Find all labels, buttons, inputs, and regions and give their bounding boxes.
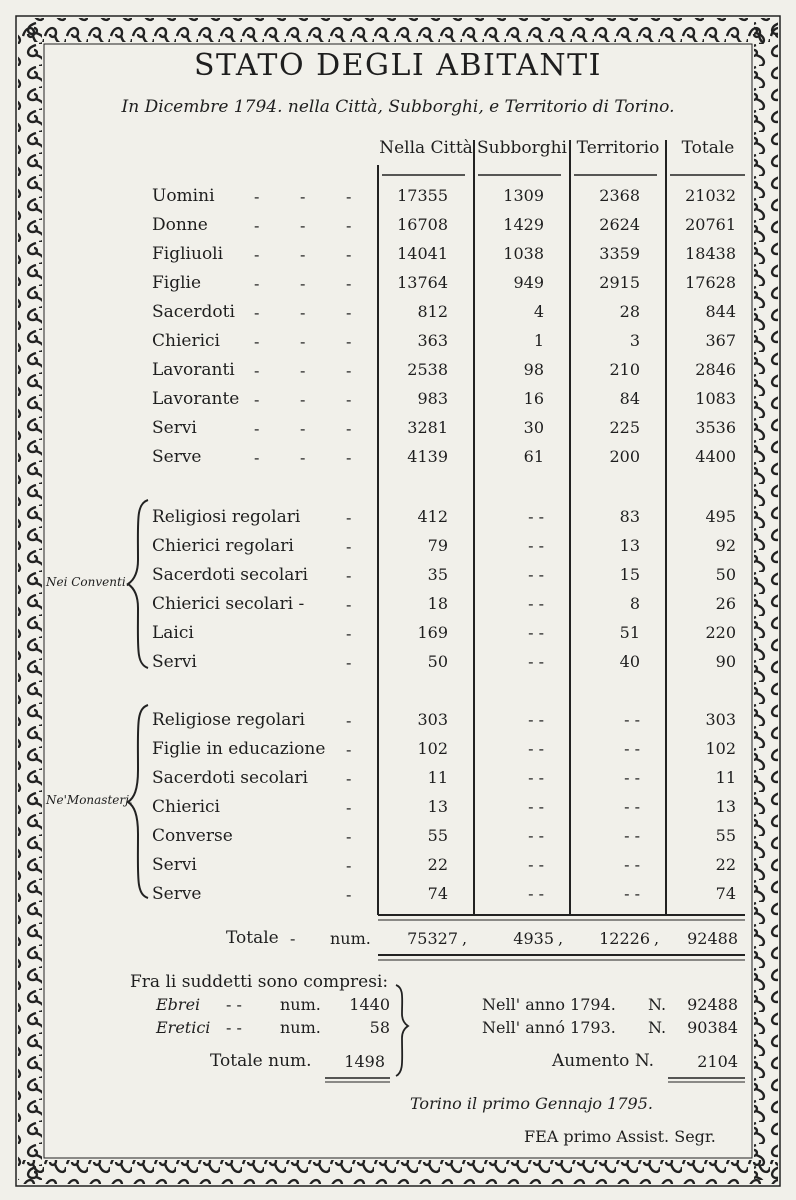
row-value-subborghi: - -	[528, 739, 544, 758]
row-value-totale: 92	[715, 536, 736, 555]
row-label: Sacerdoti secolari	[152, 768, 308, 788]
row-value-territorio: 84	[619, 389, 640, 408]
totals-label: Totale	[226, 928, 279, 948]
anno-value: 90384	[687, 1018, 738, 1037]
row-label: Laici	[152, 623, 194, 643]
compresi-dashes: - -	[226, 995, 242, 1014]
leader-dash: -	[300, 187, 306, 206]
row-label: Figliuoli	[152, 244, 224, 264]
row-value-subborghi: 1309	[503, 186, 544, 205]
anno-n: N.	[648, 1018, 667, 1037]
row-label: Chierici regolari	[152, 536, 294, 556]
row-value-subborghi: 61	[523, 447, 544, 466]
leader-dash: -	[254, 216, 260, 235]
row-value-citta: 4139	[407, 447, 448, 466]
row-label: Sacerdoti secolari	[152, 565, 308, 585]
compresi-label: Ebrei	[156, 995, 201, 1014]
row-value-subborghi: - -	[528, 855, 544, 874]
row-label: Serve	[152, 447, 202, 467]
leader-dash: -	[254, 303, 260, 322]
row-label: Donne	[152, 215, 208, 235]
row-value-subborghi: - -	[528, 884, 544, 903]
leader-dash: -	[346, 885, 352, 904]
row-value-subborghi: - -	[528, 507, 544, 526]
row-value-territorio: 40	[619, 652, 640, 671]
row-value-subborghi: 1429	[503, 215, 544, 234]
row-value-totale: 11	[715, 768, 736, 787]
leader-dash: -	[346, 740, 352, 759]
compresi-dashes: - -	[226, 1018, 242, 1037]
row-value-citta: 303	[417, 710, 448, 729]
aumento-label: Aumento N.	[552, 1051, 655, 1071]
leader-dash: -	[346, 187, 352, 206]
leader-dash: -	[346, 711, 352, 730]
row-value-territorio: - -	[624, 826, 640, 845]
row-label: Religiose regolari	[152, 710, 305, 730]
row-value-citta: 812	[417, 302, 448, 321]
row-label: Converse	[152, 826, 233, 846]
row-label: Servi	[152, 855, 197, 875]
row-value-totale: 26	[715, 594, 736, 613]
row-label: Uomini	[152, 186, 215, 206]
compresi-value: 1440	[349, 995, 390, 1014]
row-label: Figlie in educazione	[152, 739, 326, 759]
row-value-citta: 79	[427, 536, 448, 555]
row-value-territorio: 8	[629, 594, 640, 613]
row-value-subborghi: 30	[523, 418, 544, 437]
compresi-label: Eretici	[156, 1018, 211, 1037]
totals-dash: -	[290, 929, 296, 948]
row-value-citta: 983	[417, 389, 448, 408]
totals-num-label: num.	[330, 929, 371, 948]
row-value-citta: 55	[427, 826, 448, 845]
row-value-territorio: - -	[624, 855, 640, 874]
row-value-subborghi: - -	[528, 594, 544, 613]
row-value-subborghi: - -	[528, 565, 544, 584]
compresi-num-label: num.	[280, 1018, 321, 1037]
row-value-totale: 367	[705, 331, 736, 350]
leader-dash: -	[346, 361, 352, 380]
row-value-subborghi: 16	[523, 389, 544, 408]
aumento-value: 2104	[697, 1052, 738, 1071]
group-label-monasteri: Ne'Monasterj.	[46, 793, 133, 807]
row-value-territorio: 225	[609, 418, 640, 437]
row-value-citta: 2538	[407, 360, 448, 379]
row-value-territorio: 83	[619, 507, 640, 526]
row-value-subborghi: - -	[528, 536, 544, 555]
leader-dash: -	[300, 448, 306, 467]
row-value-citta: 11	[427, 768, 448, 787]
row-value-territorio: - -	[624, 884, 640, 903]
column-header-subborghi: Subborghi	[477, 138, 567, 158]
row-value-citta: 22	[427, 855, 448, 874]
row-value-citta: 102	[417, 739, 448, 758]
row-value-subborghi: 949	[513, 273, 544, 292]
leader-dash: -	[300, 216, 306, 235]
totals-citta: 75327	[407, 929, 458, 948]
row-value-totale: 13	[715, 797, 736, 816]
leader-dash: -	[346, 856, 352, 875]
totals-sep: ,	[462, 929, 468, 948]
row-value-citta: 14041	[397, 244, 448, 263]
leader-dash: -	[300, 332, 306, 351]
row-value-territorio: - -	[624, 768, 640, 787]
row-value-citta: 50	[427, 652, 448, 671]
leader-dash: -	[346, 769, 352, 788]
row-value-territorio: 28	[619, 302, 640, 321]
row-value-territorio: 13	[619, 536, 640, 555]
row-value-totale: 220	[705, 623, 736, 642]
leader-dash: -	[254, 448, 260, 467]
leader-dash: -	[346, 332, 352, 351]
anno-n: N.	[648, 995, 667, 1014]
column-header-totale: Totale	[681, 138, 735, 158]
row-value-territorio: - -	[624, 797, 640, 816]
row-value-citta: 74	[427, 884, 448, 903]
row-value-totale: 21032	[685, 186, 736, 205]
row-value-territorio: 15	[619, 565, 640, 584]
row-value-subborghi: - -	[528, 826, 544, 845]
totals-sep: ,	[558, 929, 564, 948]
row-label: Religiosi regolari	[152, 507, 301, 527]
row-value-totale: 55	[715, 826, 736, 845]
compresi-total-label: Totale num.	[210, 1051, 312, 1071]
row-value-citta: 363	[417, 331, 448, 350]
row-value-subborghi: 98	[523, 360, 544, 379]
compresi-total-value: 1498	[344, 1052, 385, 1071]
footer-date: Torino il primo Gennajo 1795.	[410, 1094, 653, 1113]
column-header-citta: Nella Città	[379, 138, 473, 158]
row-label: Lavorante	[152, 389, 240, 409]
row-value-citta: 13	[427, 797, 448, 816]
leader-dash: -	[346, 624, 352, 643]
row-value-subborghi: 4	[533, 302, 544, 321]
totals-totale: 92488	[687, 929, 738, 948]
row-value-totale: 4400	[695, 447, 736, 466]
group-label-conventi: Nei Conventi.	[46, 575, 130, 589]
row-value-territorio: 200	[609, 447, 640, 466]
row-value-territorio: - -	[624, 710, 640, 729]
row-value-citta: 18	[427, 594, 448, 613]
row-value-territorio: 3359	[599, 244, 640, 263]
leader-dash: -	[346, 448, 352, 467]
leader-dash: -	[254, 390, 260, 409]
column-header-territorio: Territorio	[576, 138, 660, 158]
leader-dash: -	[254, 361, 260, 380]
row-value-territorio: 210	[609, 360, 640, 379]
row-value-totale: 1083	[695, 389, 736, 408]
anno-label: Nell' annó 1793.	[482, 1018, 616, 1037]
row-value-totale: 18438	[685, 244, 736, 263]
row-label: Servi	[152, 418, 197, 438]
leader-dash: -	[254, 187, 260, 206]
leader-dash: -	[346, 274, 352, 293]
row-label: Chierici secolari -	[152, 594, 305, 614]
leader-dash: -	[346, 595, 352, 614]
totals-subborghi: 4935	[513, 929, 554, 948]
leader-dash: -	[300, 274, 306, 293]
totals-sep: ,	[654, 929, 660, 948]
row-value-totale: 20761	[685, 215, 736, 234]
row-label: Figlie	[152, 273, 202, 293]
leader-dash: -	[346, 419, 352, 438]
leader-dash: -	[300, 303, 306, 322]
leader-dash: -	[346, 566, 352, 585]
row-value-territorio: 3	[629, 331, 640, 350]
row-value-subborghi: - -	[528, 623, 544, 642]
row-value-totale: 17628	[685, 273, 736, 292]
row-value-totale: 74	[715, 884, 736, 903]
row-value-citta: 169	[417, 623, 448, 642]
leader-dash: -	[300, 245, 306, 264]
leader-dash: -	[346, 798, 352, 817]
leader-dash: -	[300, 419, 306, 438]
leader-dash: -	[254, 332, 260, 351]
leader-dash: -	[346, 537, 352, 556]
row-value-subborghi: - -	[528, 652, 544, 671]
row-value-totale: 22	[715, 855, 736, 874]
row-value-territorio: 51	[619, 623, 640, 642]
compresi-num-label: num.	[280, 995, 321, 1014]
row-value-citta: 412	[417, 507, 448, 526]
row-value-territorio: 2368	[599, 186, 640, 205]
row-value-citta: 35	[427, 565, 448, 584]
row-label: Lavoranti	[152, 360, 235, 380]
page-title: STATO DEGLI ABITANTI	[193, 48, 603, 83]
row-value-subborghi: 1	[533, 331, 544, 350]
leader-dash: -	[346, 216, 352, 235]
row-value-totale: 495	[705, 507, 736, 526]
row-value-territorio: - -	[624, 739, 640, 758]
row-value-subborghi: - -	[528, 768, 544, 787]
row-value-totale: 844	[705, 302, 736, 321]
row-value-totale: 2846	[695, 360, 736, 379]
row-value-citta: 3281	[407, 418, 448, 437]
row-label: Servi	[152, 652, 197, 672]
row-value-territorio: 2624	[599, 215, 640, 234]
row-value-subborghi: - -	[528, 710, 544, 729]
row-value-subborghi: 1038	[503, 244, 544, 263]
row-value-totale: 3536	[695, 418, 736, 437]
anno-label: Nell' anno 1794.	[482, 995, 616, 1014]
leader-dash: -	[300, 361, 306, 380]
row-label: Serve	[152, 884, 202, 904]
footer-signature: FEA primo Assist. Segr.	[524, 1127, 716, 1146]
row-value-citta: 16708	[397, 215, 448, 234]
compresi-value: 58	[369, 1018, 390, 1037]
leader-dash: -	[346, 653, 352, 672]
row-value-citta: 13764	[397, 273, 448, 292]
row-value-totale: 90	[715, 652, 736, 671]
row-value-citta: 17355	[397, 186, 448, 205]
leader-dash: -	[346, 827, 352, 846]
row-label: Chierici	[152, 331, 220, 351]
page-subtitle: In Dicembre 1794. nella Città, Subborghi, e Territorio di Torino.	[121, 97, 675, 117]
row-label: Sacerdoti	[152, 302, 235, 322]
leader-dash: -	[346, 303, 352, 322]
row-value-totale: 50	[715, 565, 736, 584]
row-value-subborghi: - -	[528, 797, 544, 816]
row-value-totale: 102	[705, 739, 736, 758]
row-label: Chierici	[152, 797, 220, 817]
leader-dash: -	[346, 390, 352, 409]
leader-dash: -	[346, 508, 352, 527]
leader-dash: -	[254, 274, 260, 293]
leader-dash: -	[254, 245, 260, 264]
compresi-intro: Fra li suddetti sono compresi:	[130, 972, 389, 992]
anno-value: 92488	[687, 995, 738, 1014]
row-value-totale: 303	[705, 710, 736, 729]
totals-territorio: 12226	[599, 929, 650, 948]
row-value-territorio: 2915	[599, 273, 640, 292]
leader-dash: -	[300, 390, 306, 409]
leader-dash: -	[254, 419, 260, 438]
leader-dash: -	[346, 245, 352, 264]
